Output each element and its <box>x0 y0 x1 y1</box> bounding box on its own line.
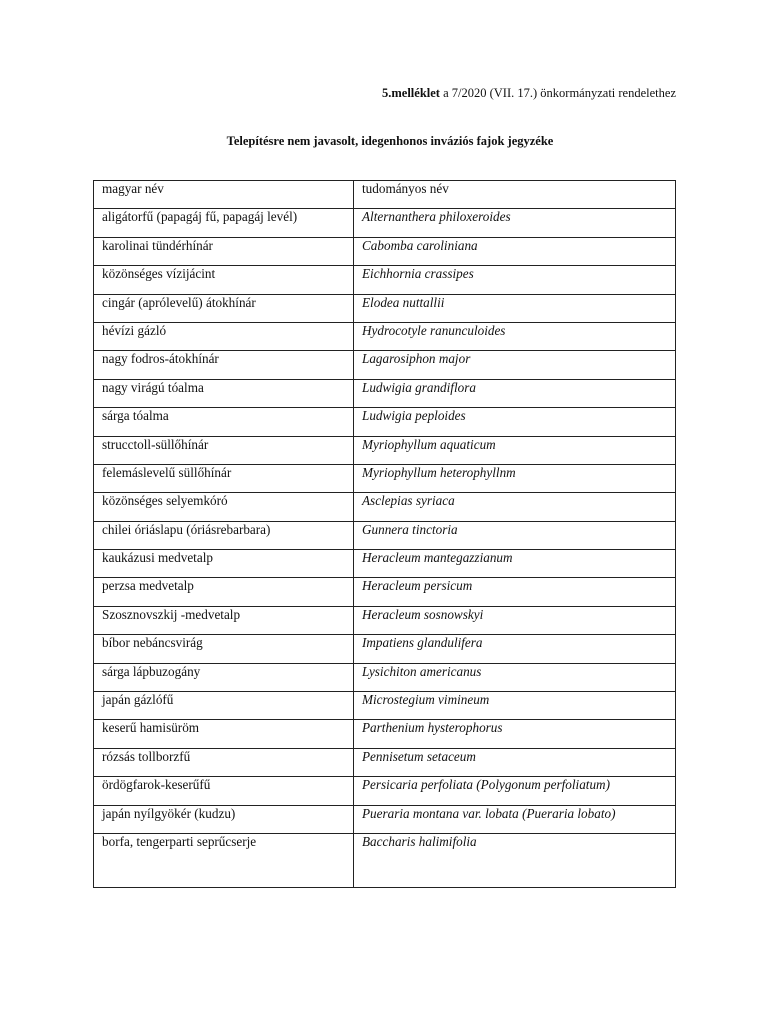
hungarian-name-cell: Szosznovszkij -medvetalp <box>94 606 354 634</box>
hungarian-name-cell: rózsás tollborzfű <box>94 748 354 776</box>
document-title: Telepítésre nem javasolt, idegenhonos inváziós fajok jegyzéke <box>226 134 554 148</box>
species-table-body <box>94 181 676 888</box>
table-row <box>94 521 676 549</box>
scientific-name-cell: Ludwigia peploides <box>354 408 676 436</box>
annex-reference <box>382 86 676 101</box>
table-row <box>94 663 676 691</box>
scientific-name-cell: Impatiens glandulifera <box>354 635 676 663</box>
scientific-name-cell: Heracleum mantegazzianum <box>354 550 676 578</box>
species-table <box>93 180 676 888</box>
hungarian-name-cell: borfa, tengerparti seprűcserje <box>94 833 354 887</box>
scientific-name-cell: Heracleum sosnowskyi <box>354 606 676 634</box>
scientific-name-cell: Hydrocotyle ranunculoides <box>354 322 676 350</box>
table-row <box>94 322 676 350</box>
table-row <box>94 550 676 578</box>
table-row <box>94 493 676 521</box>
table-row <box>94 635 676 663</box>
hungarian-name-cell: közönséges selyemkóró <box>94 493 354 521</box>
scientific-name-cell: Persicaria perfoliata (Polygonum perfoliatum) <box>354 777 676 805</box>
table-row <box>94 748 676 776</box>
hungarian-name-cell: sárga tóalma <box>94 408 354 436</box>
hungarian-name-cell: ördögfarok-keserűfű <box>94 777 354 805</box>
hungarian-name-cell: közönséges vízijácint <box>94 266 354 294</box>
table-row <box>94 692 676 720</box>
scientific-name-cell: Cabomba caroliniana <box>354 237 676 265</box>
table-row <box>94 408 676 436</box>
hungarian-name-cell: perzsa medvetalp <box>94 578 354 606</box>
scientific-name-cell: Gunnera tinctoria <box>354 521 676 549</box>
table-row <box>94 777 676 805</box>
table-row <box>94 578 676 606</box>
hungarian-name-cell: nagy fodros-átokhínár <box>94 351 354 379</box>
hungarian-name-cell: japán nyílgyökér (kudzu) <box>94 805 354 833</box>
annex-label: 5.melléklet <box>382 86 440 100</box>
hungarian-name-cell: felemáslevelű süllőhínár <box>94 464 354 492</box>
hungarian-name-cell: nagy virágú tóalma <box>94 379 354 407</box>
table-row <box>94 464 676 492</box>
table-row <box>94 351 676 379</box>
scientific-name-cell: Pennisetum setaceum <box>354 748 676 776</box>
table-row <box>94 294 676 322</box>
scientific-name-cell: Lagarosiphon major <box>354 351 676 379</box>
hungarian-name-cell: strucctoll-süllőhínár <box>94 436 354 464</box>
table-row <box>94 266 676 294</box>
scientific-name-cell: Pueraria montana var. lobata (Pueraria lobato) <box>354 805 676 833</box>
scientific-name-cell: Baccharis halimifolia <box>354 833 676 887</box>
scientific-name-cell: Alternanthera philoxeroides <box>354 209 676 237</box>
hungarian-name-cell: aligátorfű (papagáj fű, papagáj levél) <box>94 209 354 237</box>
scientific-name-cell: Heracleum persicum <box>354 578 676 606</box>
scientific-name-cell: Parthenium hysterophorus <box>354 720 676 748</box>
hungarian-name-cell: hévízi gázló <box>94 322 354 350</box>
table-row <box>94 720 676 748</box>
table-row <box>94 209 676 237</box>
scientific-name-cell: Elodea nuttallii <box>354 294 676 322</box>
hungarian-name-cell: sárga lápbuzogány <box>94 663 354 691</box>
table-row <box>94 606 676 634</box>
table-row <box>94 379 676 407</box>
hungarian-name-cell: keserű hamisüröm <box>94 720 354 748</box>
header-hungarian-name: magyar név <box>94 181 354 209</box>
header-scientific-name: tudományos név <box>354 181 676 209</box>
hungarian-name-cell: bíbor nebáncsvirág <box>94 635 354 663</box>
table-row <box>94 436 676 464</box>
annex-reference-text: a 7/2020 (VII. 17.) önkormányzati rendelethez <box>439 86 676 100</box>
table-row <box>94 237 676 265</box>
scientific-name-cell: Ludwigia grandiflora <box>354 379 676 407</box>
table-header-row <box>94 181 676 209</box>
scientific-name-cell: Asclepias syriaca <box>354 493 676 521</box>
hungarian-name-cell: cingár (aprólevelű) átokhínár <box>94 294 354 322</box>
scientific-name-cell: Eichhornia crassipes <box>354 266 676 294</box>
scientific-name-cell: Lysichiton americanus <box>354 663 676 691</box>
hungarian-name-cell: kaukázusi medvetalp <box>94 550 354 578</box>
hungarian-name-cell: karolinai tündérhínár <box>94 237 354 265</box>
table-row <box>94 833 676 887</box>
scientific-name-cell: Myriophyllum aquaticum <box>354 436 676 464</box>
hungarian-name-cell: japán gázlófű <box>94 692 354 720</box>
hungarian-name-cell: chilei óriáslapu (óriásrebarbara) <box>94 521 354 549</box>
table-row <box>94 805 676 833</box>
scientific-name-cell: Myriophyllum heterophyllnm <box>354 464 676 492</box>
scientific-name-cell: Microstegium vimineum <box>354 692 676 720</box>
